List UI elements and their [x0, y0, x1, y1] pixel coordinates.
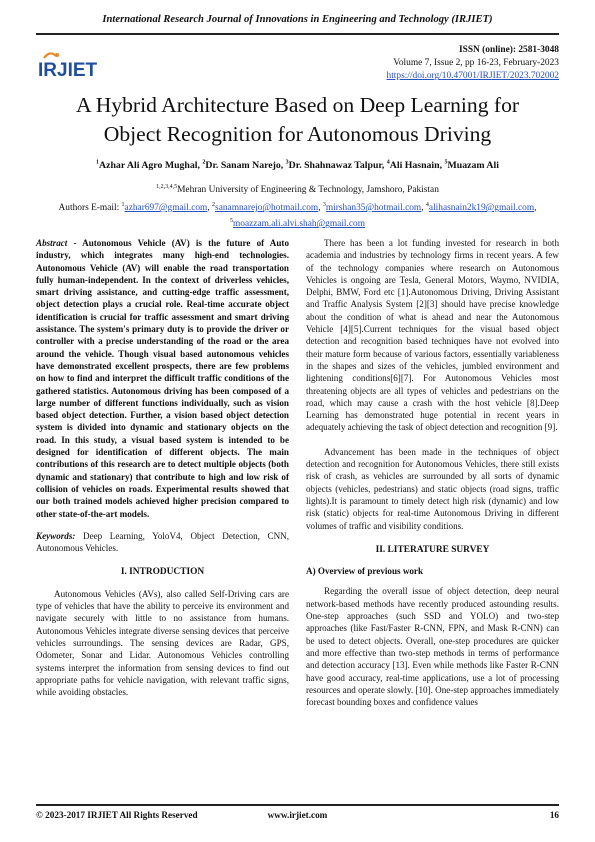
keywords: Keywords: Deep Learning, YoloV4, Object Detection, CNN, Autonomous Vehicles.	[36, 530, 289, 554]
email-link[interactable]: azhar697@gmail.com	[124, 203, 208, 214]
email-link[interactable]: alihasnain2k19@gmail.com	[428, 203, 535, 214]
copyright: © 2023-2017 IRJIET All Rights Reserved	[36, 810, 198, 820]
footer-rule	[36, 804, 559, 806]
doi-link[interactable]: https://doi.org/10.47001/IRJIET/2023.702002	[386, 71, 559, 82]
email-link[interactable]: mirshan35@hotmail.com	[325, 203, 422, 214]
right-column	[306, 237, 559, 708]
subsection-heading: A) Overview of previous work	[306, 566, 424, 577]
title-line-1: A Hybrid Architecture Based on Deep Learning for	[75, 93, 520, 117]
body-paragraph: Regarding the overall issue of object detection, deep neural network-based methods have recently produced astounding results. One-step approaches (such SSD and YOLO) and two-step approaches (like Fast/Faster R-CNN, FPN, and Mask R-CNN) can be used to detect objects. Overall, one-step procedures are quicker and more effective than two-step methods in terms of performance and detection accuracy [13]. Even while methods like Faster R-CNN have good accuracy, real-time applications, use a lot of processing resources and operate slowly. [10]. One-step approaches immediately forecast bounding boxes and confidence values	[306, 586, 559, 708]
affiliation: $^{1,2,3,4,5}$Mehran University of Engineering & Technology, Jamshoro, Pakistan	[156, 184, 439, 196]
logo-text: IRJIET	[38, 60, 98, 80]
issn: ISSN (online): 2581-3048	[458, 45, 559, 55]
volume-issue: Volume 7, Issue 2, pp 16-23, February-2023	[393, 58, 559, 69]
paper-title	[36, 91, 559, 148]
abstract: Abstract - Autonomous Vehicle (AV) is the future of Auto industry, which integrates many high-end technologies. Autonomous Vehicle (AV) will enable the road transportation fully human-independent. In the context of driverless vehicles, smart driving assistance, and cutting-edge traffic assessment, object detection plays a crucial role. Real-time accurate object identification is crucial for traffic assessment and smart driving assistance. The system's primary duty is to provide the driver or controller with a precise understanding of the road or the area around the vehicle. Though visual based autonomous vehicles have demonstrated excellent prospects, there are few problems on how to find and interpret the difficult traffic conditions of the gathered statistics. Autonomous driving has been composed of a large number of different functions individually, such as vision based object detection. Further, a vision based object detection system is divided into dynamic and stationary objects on the road. In this study, a visual based system is intended to be designed for identification of different objects. The main contributions of this research are to detect multiple objects (both dynamic and stationary) that contribute to high and low risk of collision of vehicles on roads. Experimental results showed that our both trained models achieved higher precision compared to other state-of-the-art models.	[36, 238, 289, 519]
author-list	[0, 160, 595, 171]
introduction-paragraph: Autonomous Vehicles (AVs), also called Self-Driving cars are type of vehicles that have the ability to perceive its environment and navigate securely with little to no assistance from humans. Autonomous Vehicles integrate diverse sensing devices that perceive vehicles surroundings. The sensing devices are Radar, GPS, Odometer, Sonar and Lidar. Autonomous Vehicles controlling systems interpret the information from sensing devices to find out appropriate paths for vehicle navigation, with relevant traffic signs, while avoiding obstacles.	[36, 588, 289, 698]
header-rule	[36, 33, 559, 35]
website-link[interactable]: www.irjiet.com	[267, 810, 328, 820]
body-paragraph: There has been a lot funding invested for research in both academia and industries by technology firms in recent years. A few of the technology companies where research on Autonomous Vehicles is ongoing are Tesla, General Motors, Waymo, NVIDIA, Delphi, BMW, Ford etc [1].Autonomous Driving, Driving Assistant and Traffic Analysis System [2][3] should have precise knowledge about the condition of what is ahead and near the Autonomous Vehicle [4][5].Current techniques for the visual based object detection and recognition based techniques have not evolved into their mature form because of various factors, essentially variableness in the shapes and sizes of the vehicles, jumbled environment and lightening conditions[6][7]. For Autonomous Vehicles most threatening objects are all types of vehicles and pedestrians on the road, which may cause a crash with the host vehicle [8].Deep Learning has demonstrated huge potential in recent years in adequately achieving the task of object detection and recognition [9].	[306, 238, 559, 433]
author: $^2$Dr. Sanam Narejo,	[202, 160, 286, 172]
section-heading-introduction: I. INTRODUCTION	[120, 567, 205, 578]
email-link[interactable]: moazzam.ali.alvi.shah@gmail.com	[232, 219, 366, 230]
author: $^1$Azhar Ali Agro Mughal,	[96, 160, 203, 172]
irjiet-logo	[38, 48, 118, 80]
author-emails: Authors E-mail: $^1$azhar697@gmail.com, $^2$sanamnarejo@hotmail.com, $^3$mirshan35@hotmail.com, $^4$alihasnain2k19@gmail.com, $^5$moazzam.ali.alvi.shah@gmail.com	[58, 202, 537, 230]
page-number: 16	[549, 810, 559, 820]
title-line-2: Object Recognition for Autonomous Driving	[103, 121, 492, 146]
left-column	[36, 237, 289, 698]
author: $^3$Dr. Shahnawaz Talpur,	[285, 160, 387, 172]
email-link[interactable]: sanamnarejo@hotmail.com	[215, 203, 319, 214]
section-heading-literature-survey: II. LITERATURE SURVEY	[375, 544, 490, 555]
author: $^4$Ali Hasnain,	[386, 160, 445, 172]
author: $^5$Muazam Ali	[444, 160, 499, 172]
journal-title: International Research Journal of Innovations in Engineering and Technology (IRJIET)	[102, 14, 493, 25]
body-paragraph: Advancement has been made in the techniques of object detection and recognition for Autonomous Vehicles, there still exists risk of crash, as vehicles are surrounded by all sorts of dynamic objects (vehicles, pedestrians) and static objects (road signs, traffic lights).It is paramount to timely detect high risk (dynamic) and low risk (static) objects for real-time Autonomous Driving in different volumes of traffic and visibility conditions.	[306, 446, 559, 531]
abstract-label: Abstract	[36, 238, 68, 248]
publication-info	[299, 44, 559, 84]
